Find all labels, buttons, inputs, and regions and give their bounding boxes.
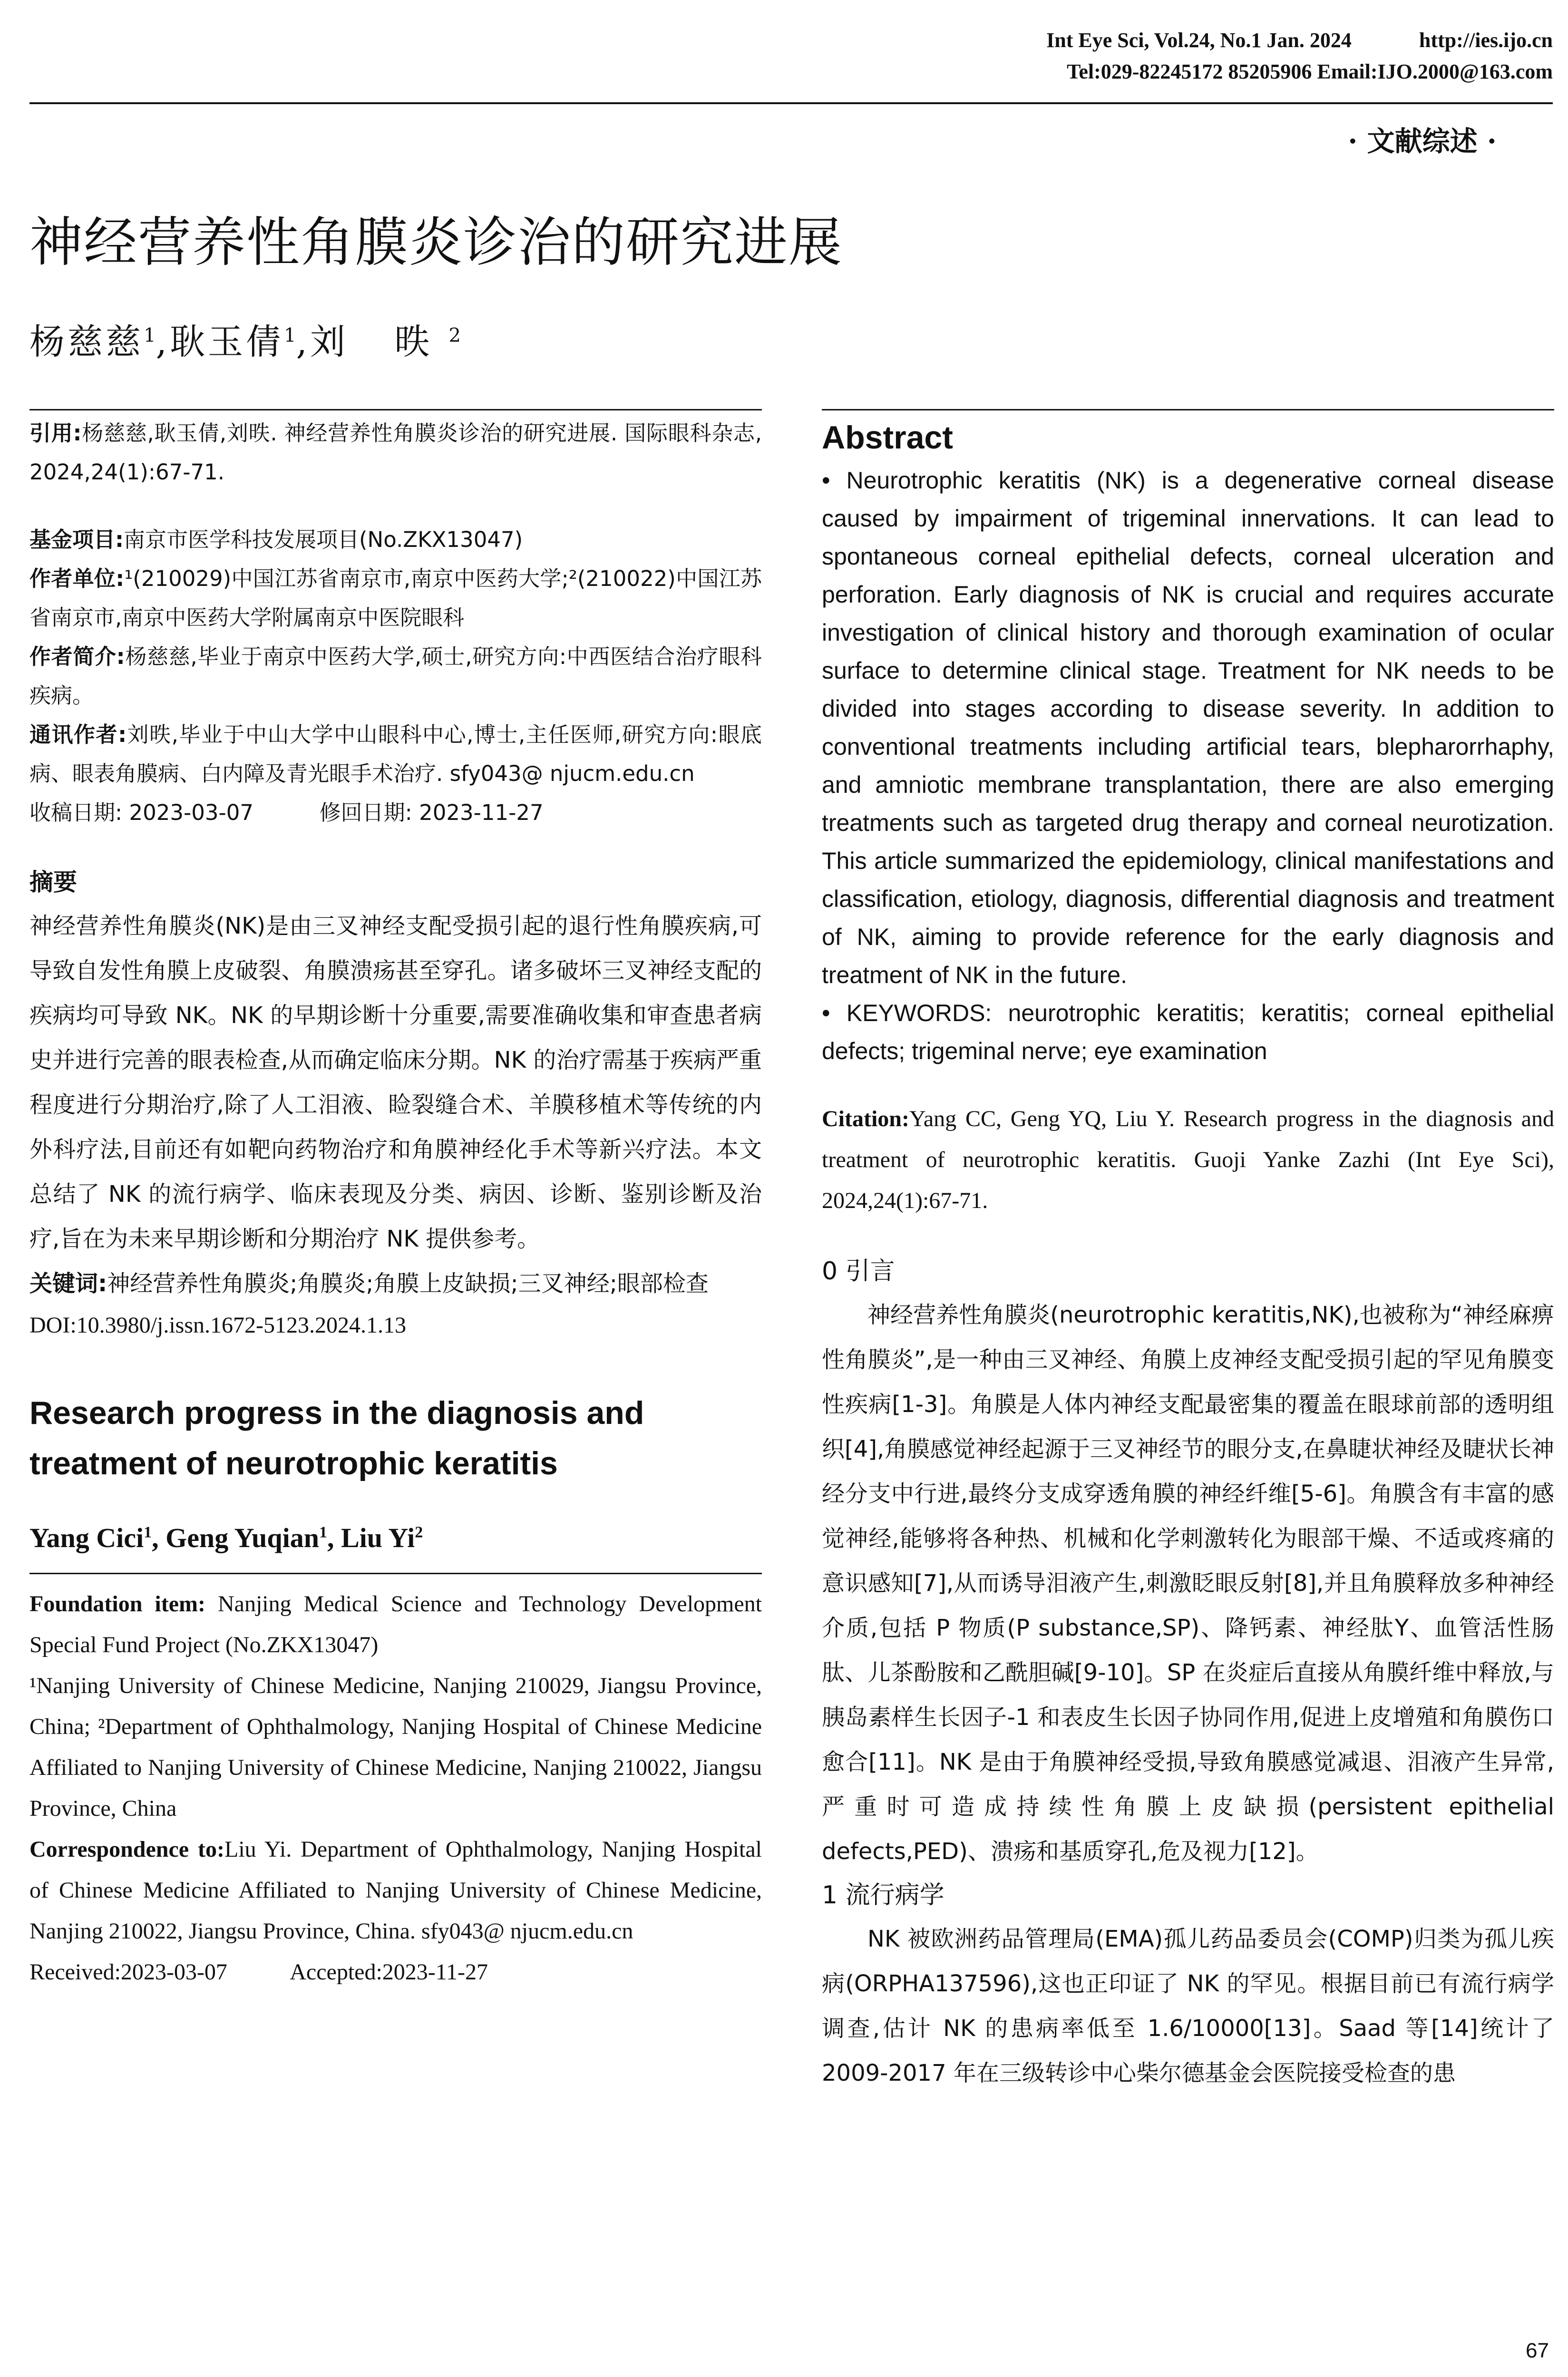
author-bio-text: 杨慈慈,毕业于南京中医药大学,硕士,研究方向:中西医结合治疗眼科疾病。 [29, 644, 762, 708]
keywords-en: • KEYWORDS: neurotrophic keratitis; keratitis; corneal epithelial defects; trigeminal nerve; eye examination [822, 1000, 1554, 1064]
page-number: 67 [1526, 2339, 1549, 2362]
author-en-name: Liu Yi [341, 1522, 415, 1553]
affiliation-text: ¹(210029)中国江苏省南京市,南京中医药大学;²(210022)中国江苏省南京市,南京中医药大学附属南京中医院眼科 [29, 566, 762, 630]
author-en-sup: 1 [319, 1523, 327, 1541]
dates-cn [29, 793, 762, 832]
citation-text: 杨慈慈,耿玉倩,刘昳. 神经营养性角膜炎诊治的研究进展. 国际眼科杂志, 2024,24(1):67-71. [29, 420, 762, 485]
author-sup: 1 [283, 324, 296, 347]
affiliation-cn [29, 559, 762, 637]
abstract-text-cn: 神经营养性角膜炎(NK)是由三叉神经支配受损引起的退行性角膜疾病,可导致自发性角膜上皮破裂、角膜溃疡甚至穿孔。诸多破坏三叉神经支配的疾病均可导致 NK。NK 的早期诊断十分重要,需要准确收集和审查患者病史并进行完善的眼表检查,从而确定临床分期。NK 的治疗需基于疾病严重程度进行分期治疗,除了人工泪液、睑裂缝合术、羊膜移植术等传统的内外科疗法,目前还有如靶向药物治疗和角膜神经化手术等新兴疗法。本文总结了 NK 的流行病学、临床表现及分类、病因、诊断、鉴别诊断及治疗,旨在为未来早期诊断和分期治疗 NK 提供参考。 [29, 913, 762, 1252]
doi[interactable]: DOI:10.3980/j.issn.1672-5123.2024.1.13 [29, 1313, 406, 1338]
abstract-title-en: Abstract [822, 419, 953, 456]
author-en-sup: 2 [415, 1523, 423, 1541]
authors-en: Yang Cici$^1$, Geng Yuqian$^1$, Liu Yi$^2$ [29, 1522, 423, 1553]
accepted-date-en: Accepted:2023-11-27 [290, 1959, 488, 1985]
author-en-name: Yang Cici [29, 1522, 144, 1553]
correspondence-cn [29, 715, 762, 793]
affiliation-en: ¹Nanjing University of Chinese Medicine, Nanjing 210029, Jiangsu Province, China; ²Department of Ophthalmology, Nanjing Hospital of Chinese Medicine Affiliated to Nanjing University of Chinese Medicine, Nanjing 210022, Jiangsu Province, China [29, 1673, 762, 1821]
section-tag: · 文献综述 · [1348, 125, 1497, 157]
author-sup: 2 [448, 324, 461, 347]
foundation-text: 南京市医学科技发展项目(No.ZKX13047) [124, 527, 523, 552]
author-bio-cn [29, 637, 762, 715]
citation-en-label: Citation: [822, 1106, 909, 1131]
citation-cn [29, 414, 762, 492]
keywords-cn [29, 1261, 762, 1306]
page-title: 神经营养性角膜炎诊治的研究进展 [29, 212, 843, 273]
left-column-rule [29, 409, 762, 410]
correspondence-en-label: Correspondence to: [29, 1837, 225, 1862]
author-name: 杨慈慈 [29, 321, 144, 362]
left-column [29, 414, 762, 1993]
foundation-en-text: Nanjing Medical Science and Technology Development Special Fund Project (No.ZKX13047) [29, 1591, 762, 1657]
section-0-heading: 0 引言 [822, 1257, 895, 1286]
correspondence-text: 刘昳,毕业于中山大学中山眼科中心,博士,主任医师,研究方向:眼底病、眼表角膜病、白内障及青光眼手术治疗. sfy043@ njucm.edu.cn [29, 722, 762, 786]
section-0-text: 神经营养性角膜炎(neurotrophic keratitis,NK),也被称为“神经麻痹性角膜炎”,是一种由三叉神经、角膜上皮神经支配受损引起的罕见角膜变性疾病[1-3]。角膜是人体内神经支配最密集的覆盖在眼球前部的透明组织[4],角膜感觉神经起源于三叉神经节的眼分支,在鼻睫状神经及睫状长神经分支中行进,最终分支成穿透角膜的神经纤维[5-6]。角膜含有丰富的感觉神经,能够将各种热、机械和化学刺激转化为眼部干燥、不适或疼痛的意识感知[7],从而诱导泪液产生,刺激眨眼反射[8],并且角膜释放多种神经介质,包括 P 物质(P substance,SP)、降钙素、神经肽Y、血管活性肠肽、儿茶酚胺和乙酰胆碱[9-10]。SP 在炎症后直接从角膜纤维中释放,与胰岛素样生长因子-1 和表皮生长因子协同作用,促进上皮增殖和角膜伤口愈合[11]。NK 是由于角膜神经受损,导致角膜感觉减退、泪液产生异常,严重时可造成持续性角膜上皮缺损(persistent epithelial defects,PED)、溃疡和基质穿孔,危及视力[12]。 [822, 1302, 1554, 1865]
foundation-en [29, 1584, 762, 1666]
authors-cn: 杨慈慈$^1$,耿玉倩$^1$,刘 昳$^2$ [29, 321, 461, 362]
author-en-name: Geng Yuqian [166, 1522, 319, 1553]
journal-header [1046, 25, 1553, 88]
received-date-en: Received:2023-03-07 [29, 1959, 227, 1985]
journal-line: Int Eye Sci, Vol.24, No.1 Jan. 2024 [1046, 29, 1352, 52]
dates-en [29, 1952, 762, 1993]
foundation-label: 基金项目: [29, 527, 124, 552]
title-en: Research progress in the diagnosis and treatment of neurotrophic keratitis [29, 1395, 644, 1481]
correspondence-label: 通讯作者: [29, 722, 127, 747]
journal-url[interactable]: http://ies.ijo.cn [1419, 29, 1553, 52]
author-sup: 1 [144, 324, 156, 347]
section-1-heading: 1 流行病学 [822, 1881, 945, 1909]
right-column [822, 414, 1554, 2095]
right-column-rule [822, 409, 1554, 410]
author-en-sup: 1 [144, 1523, 152, 1541]
correspondence-en-text: Liu Yi. Department of Ophthalmology, Nanjing Hospital of Chinese Medicine Affiliated to Nanjing University of Chinese Medicine, Nanjing 210022, Jiangsu Province, China. sfy043@ njucm.edu.cn [29, 1837, 762, 1944]
keywords-label: 关键词: [29, 1270, 107, 1297]
contact-line: Tel:029-82245172 85205906 Email:IJO.2000@163.com [1067, 60, 1553, 83]
revised-date-cn: 修回日期: 2023-11-27 [319, 800, 544, 825]
abstract-label-cn: 摘要 [29, 868, 77, 896]
received-date-cn: 收稿日期: 2023-03-07 [29, 800, 253, 825]
author-bio-label: 作者简介: [29, 644, 125, 669]
foundation-cn [29, 520, 762, 559]
foundation-en-label: Foundation item: [29, 1591, 205, 1617]
citation-label: 引用: [29, 420, 82, 446]
authors-en-rule [29, 1554, 762, 1574]
abstract-text-en: • Neurotrophic keratitis (NK) is a degenerative corneal disease caused by impairment of trigeminal innervations. It can lead to spontaneous corneal epithelial defects, corneal ulceration and perforation. Early diagnosis of NK is crucial and requires accurate investigation of clinical history and thorough examination of ocular surface to determine clinical stage. Treatment for NK needs to be divided into stages according to disease severity. In addition to conventional treatments including artificial tears, blepharorrhaphy, and amniotic membrane transplantation, there are also emerging treatments such as targeted drug therapy and corneal neurotization. This article summarized the epidemiology, clinical manifestations and classification, etiology, diagnosis, differential diagnosis and treatment of NK, aiming to provide reference for the early diagnosis and treatment of NK in the future. [822, 467, 1554, 988]
citation-en-text: Yang CC, Geng YQ, Liu Y. Research progress in the diagnosis and treatment of neurotrophic keratitis. Guoji Yanke Zazhi (Int Eye Sci), 2024,24(1):67-71. [822, 1106, 1554, 1213]
header-rule [29, 102, 1553, 104]
section-1-text: NK 被欧洲药品管理局(EMA)孤儿药品委员会(COMP)归类为孤儿疾病(ORPHA137596),这也正印证了 NK 的罕见。根据目前已有流行病学调查,估计 NK 的患病率低至 1.6/10000[13]。Saad 等[14]统计了 2009-2017 年在三级转诊中心柴尔德基金会医院接受检查的患 [822, 1926, 1554, 2086]
author-name: 刘 昳 [310, 321, 449, 362]
author-name: 耿玉倩 [169, 321, 284, 362]
keywords-text: 神经营养性角膜炎;角膜炎;角膜上皮缺损;三叉神经;眼部检查 [107, 1270, 709, 1297]
citation-en [822, 1099, 1554, 1221]
correspondence-en [29, 1829, 762, 1952]
affiliation-label: 作者单位: [29, 566, 125, 591]
